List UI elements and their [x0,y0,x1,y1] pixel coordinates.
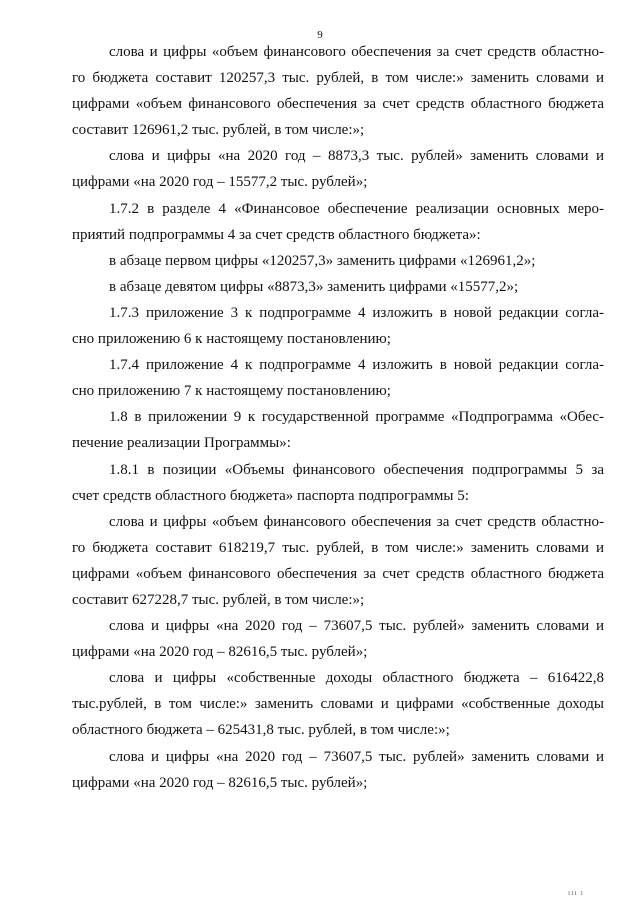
paragraph [72,248,604,274]
text-line: слова и цифры «объем финансового обеспечения за счет средств областно- [109,44,604,60]
text-line: сно приложению 7 к настоящему постановлению; [72,383,391,400]
paragraph [72,509,604,613]
text-line: слова и цифры «на 2020 год – 8873,3 тыс. рублей» заменить словами и [109,148,604,165]
document-body [72,39,604,796]
paragraph [72,274,604,300]
page-number: 9 [317,29,323,41]
text-line: сно приложению 6 к настоящему постановлению; [72,331,391,348]
paragraph [72,457,604,509]
text-line: тыс.рублей, в том числе:» заменить словами и цифрами «собственные доходы [72,696,604,713]
text-line: цифрами «на 2020 год – 82616,5 тыс. рублей»; [72,644,368,661]
paragraph [72,300,604,352]
text-line: го бюджета составит 618219,7 тыс. рублей, в том числе:» заменить словами и [72,539,604,556]
text-line: 1.8 в приложении 9 к государственной программе «Подпрограмма «Обес- [109,409,604,426]
paragraph [72,613,604,665]
text-line: цифрами «объем финансового обеспечения за счет средств областного бюджета [72,565,604,582]
text-line: слова и цифры «собственные доходы областного бюджета – 616422,8 [109,670,604,687]
text-line: слова и цифры «на 2020 год – 73607,5 тыс. рублей» заменить словами и [109,618,604,635]
text-line: 1.7.4 приложение 4 к подпрограмме 4 изложить в новой редакции согла- [109,357,604,374]
paragraph [72,352,604,404]
text-line: 1.7.3 приложение 3 к подпрограмме 4 изложить в новой редакции согла- [109,304,604,321]
text-line: счет средств областного бюджета» паспорта подпрограммы 5: [72,487,469,504]
text-line: цифрами «на 2020 год – 15577,2 тыс. рублей»; [72,174,368,191]
corner-mark: ııı ı [568,888,584,897]
text-line: цифрами «объем финансового обеспечения за счет средств областного бюджета [72,96,604,113]
text-line: 1.7.2 в разделе 4 «Финансовое обеспечение реализации основных меро- [109,200,604,217]
paragraph [72,196,604,248]
text-line: составит 627228,7 тыс. рублей, в том числе:»; [72,591,365,608]
paragraph [72,665,604,743]
text-line: слова и цифры «на 2020 год – 73607,5 тыс. рублей» заменить словами и [109,748,604,765]
text-line: составит 126961,2 тыс. рублей, в том числе:»; [72,122,365,139]
text-line: областного бюджета – 625431,8 тыс. рублей, в том числе:»; [72,722,450,739]
text-line: приятий подпрограммы 4 за счет средств областного бюджета»: [72,226,481,243]
paragraph [72,404,604,456]
paragraph [72,143,604,195]
paragraph [72,744,604,796]
text-line: го бюджета составит 120257,3 тыс. рублей, в том числе:» заменить словами и [72,70,604,87]
text-line: цифрами «на 2020 год – 82616,5 тыс. рублей»; [72,774,368,791]
text-line: слова и цифры «объем финансового обеспечения за счет средств областно- [109,513,604,530]
text-line: печение реализации Программы»: [72,435,291,452]
paragraph [72,39,604,143]
text-line: 1.8.1 в позиции «Объемы финансового обеспечения подпрограммы 5 за [109,461,604,478]
text-line: в абзаце первом цифры «120257,3» заменить цифрами «126961,2»; [109,252,536,269]
text-line: в абзаце девятом цифры «8873,3» заменить цифрами «15577,2»; [109,278,519,295]
